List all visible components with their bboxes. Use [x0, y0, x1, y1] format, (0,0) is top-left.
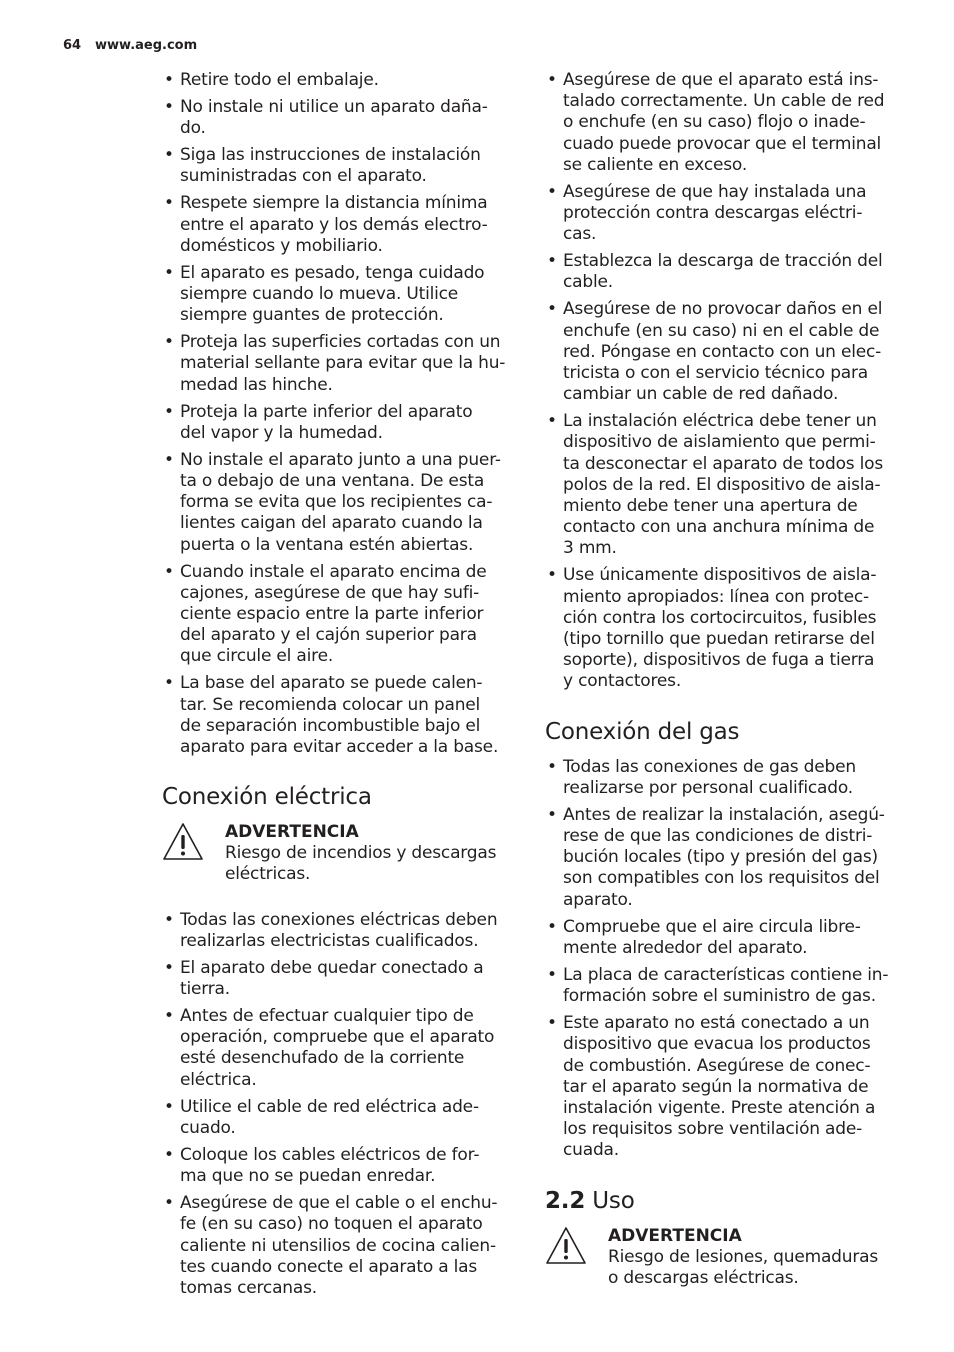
list-item: • No instale el aparato junto a una puer- ta o debajo de una ventana. De esta forma se evita que los recipientes ca- lientes caigan del aparato cuando la puerta o la ventana estén abiertas. — [162, 450, 512, 556]
list-item: • Asegúrese de que el aparato está ins- talado correctamente. Un cable de red o enchufe (en su caso) flojo o inade- cuado puede provocar que el terminal se caliente en exceso. — [545, 70, 895, 176]
page-header — [63, 38, 197, 53]
list-item: • La placa de características contiene in- formación sobre el suministro de gas. — [545, 965, 895, 1007]
list-item: • Cuando instale el aparato encima de cajones, asegúrese de que hay sufi- ciente espacio entre la parte inferior del aparato y el cajón superior para que circule el aire. — [162, 562, 512, 668]
list-item: • Asegúrese de que hay instalada una protección contra descargas eléctri- cas. — [545, 182, 895, 246]
warning-text: Riesgo de incendios y descargas eléctricas. — [225, 843, 497, 885]
list-item: • Este aparato no está conectado a un dispositivo que evacua los productos de combustión. Asegúrese de conec- tar el aparato según la normativa de instalación vigente. Preste atención a los requisitos sobre ventilación ade- cuada. — [545, 1013, 895, 1161]
electric-list — [162, 910, 512, 1299]
uso-warning — [545, 1226, 895, 1289]
list-item: • Retire todo el embalaje. — [162, 70, 512, 91]
list-item: • Compruebe que el aire circula libre- mente alrededor del aparato. — [545, 917, 895, 959]
warning-text: Riesgo de lesiones, quemaduras o descargas eléctricas. — [608, 1246, 878, 1288]
warning-title: ADVERTENCIA — [225, 822, 359, 843]
list-item: • Respete siempre la distancia mínima entre el aparato y los demás electro- domésticos y mobiliario. — [162, 193, 512, 257]
gas-list — [545, 757, 895, 1162]
list-item: • Antes de efectuar cualquier tipo de operación, compruebe que el aparato esté desenchufado de la corriente eléctrica. — [162, 1006, 512, 1091]
list-item: • Asegúrese de no provocar daños en el enchufe (en su caso) ni en el cable de red. Póngase en contacto con un elec- tricista o con el servicio técnico para cambiar un cable de red dañado. — [545, 299, 895, 405]
website-url: www.aeg.com — [95, 38, 198, 53]
list-item: • Proteja la parte inferior del aparato del vapor y la humedad. — [162, 402, 512, 444]
section-heading-gas: Conexión del gas — [545, 718, 740, 745]
list-item: • Establezca la descarga de tracción del cable. — [545, 251, 895, 293]
warning-title: ADVERTENCIA — [608, 1225, 742, 1246]
left-column — [162, 70, 512, 1305]
section-heading-electric: Conexión eléctrica — [162, 784, 372, 811]
list-item: • Todas las conexiones de gas deben realizarse por personal cualificado. — [545, 757, 895, 799]
installation-list — [162, 70, 512, 758]
page-number: 64 — [63, 38, 82, 53]
list-item: • El aparato debe quedar conectado a tierra. — [162, 958, 512, 1000]
list-item: • Asegúrese de que el cable o el enchu- fe (en su caso) no toquen el aparato caliente ni utensilios de cocina calien- tes cuando conecte el aparato a las tomas cercanas. — [162, 1193, 512, 1299]
warning-triangle-icon — [545, 1226, 587, 1266]
list-item: • La base del aparato se puede calen- tar. Se recomienda colocar un panel de separación incombustible bajo el aparato para evitar acceder a la base. — [162, 673, 512, 758]
electric-list-continued — [545, 70, 895, 693]
list-item: • No instale ni utilice un aparato daña- do. — [162, 97, 512, 139]
section-heading-uso — [545, 1188, 895, 1214]
list-item: • Coloque los cables eléctricos de for- ma que no se puedan enredar. — [162, 1145, 512, 1187]
list-item: • Utilice el cable de red eléctrica ade- cuado. — [162, 1097, 512, 1139]
right-column — [545, 70, 895, 1313]
list-item: • El aparato es pesado, tenga cuidado siempre cuando lo mueva. Utilice siempre guantes de protección. — [162, 263, 512, 327]
electric-warning — [162, 822, 512, 885]
list-item: • Use únicamente dispositivos de aisla- miento apropiados: línea con protec- ción contra los cortocircuitos, fusibles (tipo tornillo que puedan retirarse del soporte), dispositivos de fuga a tierra y contactores. — [545, 565, 895, 692]
list-item: • Antes de realizar la instalación, asegú- rese de que las condiciones de distri- bución locales (tipo y presión del gas) son compatibles con los requisitos del aparato. — [545, 805, 895, 911]
list-item: • Siga las instrucciones de instalación suministradas con el aparato. — [162, 145, 512, 187]
section-title: Uso — [592, 1187, 635, 1214]
list-item: • La instalación eléctrica debe tener un dispositivo de aislamiento que permi- ta desconectar el aparato de todos los polos de la red. El dispositivo de aisla- miento debe tener una apertura de contacto con una anchura mínima de 3 mm. — [545, 411, 895, 559]
list-item: • Todas las conexiones eléctricas deben realizarlas electricistas cualificados. — [162, 910, 512, 952]
warning-triangle-icon — [162, 822, 204, 862]
list-item: • Proteja las superficies cortadas con un material sellante para evitar que la hu- medad las hinche. — [162, 332, 512, 396]
section-number: 2.2 — [545, 1187, 586, 1214]
